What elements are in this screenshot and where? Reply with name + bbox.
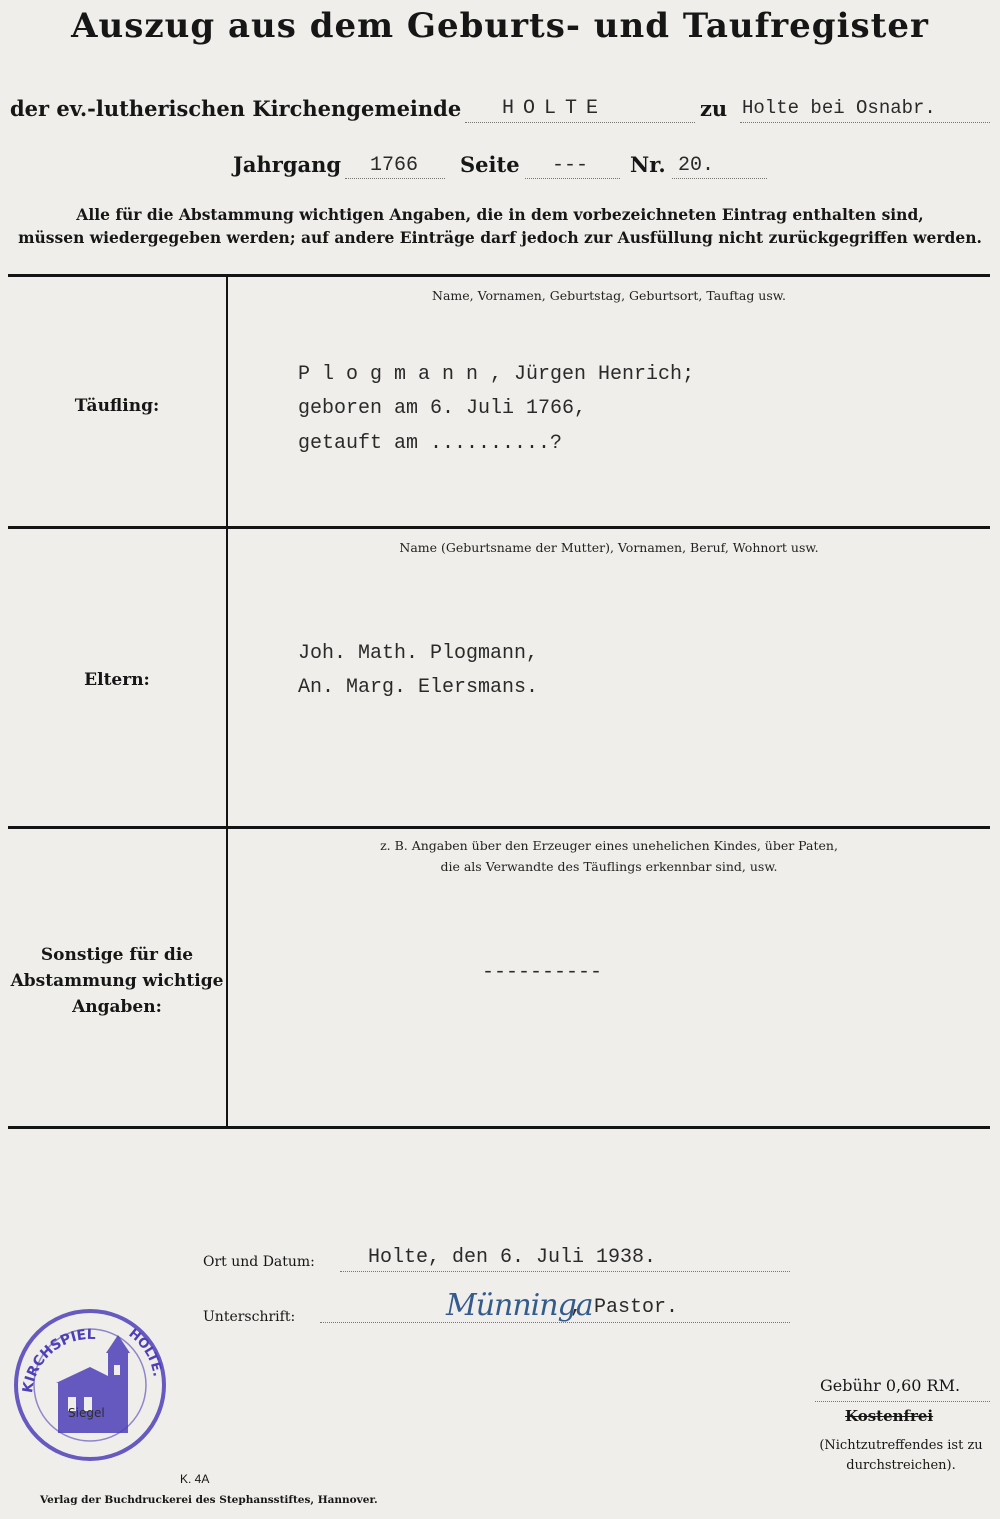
taeufling-line-2: geboren am 6. Juli 1766, bbox=[298, 397, 587, 420]
sonstige-value: ---------- bbox=[482, 961, 603, 984]
ort-datum-value: Holte, den 6. Juli 1938. bbox=[368, 1246, 657, 1269]
ort-datum-dotted-line bbox=[340, 1271, 790, 1272]
church-dotted-line bbox=[465, 122, 695, 123]
place-dotted-line bbox=[740, 122, 990, 123]
nr-value: 20. bbox=[678, 154, 715, 177]
church-line bbox=[10, 96, 990, 126]
rule-bottom bbox=[8, 1126, 990, 1129]
parish-seal bbox=[10, 1305, 170, 1465]
church-name: HOLTE bbox=[502, 97, 608, 120]
rule-2 bbox=[8, 826, 990, 829]
zu-label: zu bbox=[700, 96, 728, 121]
sonstige-label-line-2: Abstammung wichtige bbox=[10, 971, 224, 991]
instructions-line-2: müssen wiedergegeben werden; auf andere Einträge darf jedoch zur Ausfüllung nicht zurückgegriffen werden. bbox=[18, 228, 982, 247]
eltern-line-2: An. Marg. Elersmans. bbox=[298, 676, 539, 699]
seite-dotted-line bbox=[525, 178, 620, 179]
jahrgang-label: Jahrgang bbox=[233, 152, 342, 177]
seal-text-top: KIRCHSPIEL bbox=[20, 1326, 96, 1394]
eltern-line-1: Joh. Math. Plogmann, bbox=[298, 642, 539, 665]
seal-siegel-text: Siegel bbox=[68, 1406, 105, 1420]
taeufling-label: Täufling: bbox=[74, 396, 160, 416]
taeufling-line-1: P l o g m a n n , Jürgen Henrich; bbox=[298, 363, 695, 386]
eltern-hint: Name (Geburtsname der Mutter), Vornamen, Beruf, Wohnort usw. bbox=[399, 540, 819, 555]
seal-icon bbox=[10, 1305, 170, 1465]
instructions bbox=[8, 203, 992, 249]
unterschrift-label: Unterschrift: bbox=[203, 1309, 296, 1325]
sonstige-label bbox=[8, 942, 226, 1020]
seal-text-right: HOLTE. bbox=[125, 1326, 165, 1378]
fee-note bbox=[812, 1436, 990, 1476]
nr-label: Nr. bbox=[630, 152, 666, 177]
ort-datum-label: Ort und Datum: bbox=[203, 1254, 315, 1270]
column-divider bbox=[226, 277, 228, 1126]
rule-top bbox=[8, 274, 990, 277]
publisher-line: Verlag der Buchdruckerei des Stephansstiftes, Hannover. bbox=[40, 1494, 378, 1506]
taeufling-line-3: getauft am ..........? bbox=[298, 432, 563, 455]
fee-note-line-1: (Nichtzutreffendes ist zu bbox=[819, 1438, 983, 1453]
signature: Münninga bbox=[446, 1288, 593, 1323]
sonstige-hint-line-1: z. B. Angaben über den Erzeuger eines unehelichen Kindes, über Paten, bbox=[380, 838, 838, 853]
sonstige-label-line-3: Angaben: bbox=[72, 997, 162, 1017]
form-id: K. 4A bbox=[180, 1472, 210, 1486]
fee-text: Gebühr 0,60 RM. bbox=[820, 1376, 961, 1395]
seite-label: Seite bbox=[460, 152, 520, 177]
taeufling-hint: Name, Vornamen, Geburtstag, Geburtsort, Tauftag usw. bbox=[432, 288, 786, 303]
sonstige-hint-line-2: die als Verwandte des Täuflings erkennbar sind, usw. bbox=[440, 859, 778, 874]
instructions-line-1: Alle für die Abstammung wichtigen Angaben, die in dem vorbezeichneten Eintrag enthalten sind, bbox=[76, 205, 924, 224]
place-value: Holte bei Osnabr. bbox=[742, 97, 936, 119]
jahrgang-value: 1766 bbox=[370, 154, 419, 177]
church-label: der ev.-lutherischen Kirchengemeinde bbox=[10, 96, 462, 121]
eltern-label: Eltern: bbox=[84, 670, 150, 690]
fee-struck-text: Kostenfrei bbox=[845, 1407, 934, 1425]
rule-1 bbox=[8, 526, 990, 529]
sonstige-hint bbox=[228, 835, 990, 877]
pastor-title: , Pastor. bbox=[570, 1296, 679, 1319]
document-title: Auszug aus dem Geburts- und Taufregister bbox=[71, 6, 929, 46]
fee-dotted-line bbox=[815, 1401, 990, 1402]
nr-dotted-line bbox=[672, 178, 767, 179]
seite-value: --- bbox=[552, 154, 589, 177]
sonstige-label-line-1: Sonstige für die bbox=[40, 945, 194, 965]
fee-note-line-2: durchstreichen). bbox=[846, 1458, 956, 1473]
jahrgang-dotted-line bbox=[345, 178, 445, 179]
register-reference bbox=[0, 152, 1000, 182]
